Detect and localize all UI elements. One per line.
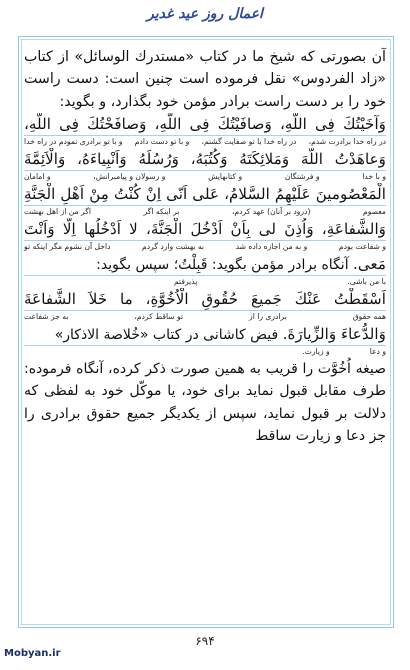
- translation-segment: و با تو برادری نمودم در راه خدا: [24, 137, 123, 147]
- translation-segment: به بهشت وارد گردم: [142, 242, 205, 252]
- translation-segment: معصوم: [363, 207, 386, 217]
- arabic-text: وَعاهَدْتُ اللّهَ وَمَلائِكَتَهُ وَكُتُبَهُ، وَرُسُلَهُ وَاَنْبِياءَهُ، وَالْاَئِمَّةَ: [24, 150, 386, 169]
- translation-segment: (درود بر آنان) عهد کردم،: [231, 207, 311, 217]
- arabic-line-5: [24, 288, 386, 322]
- arabic-line-2: [24, 148, 386, 182]
- translation-segment: برادری را از: [249, 312, 287, 322]
- intro-paragraph: آن بصورتى كه شيخ ما در كتاب «مستدرك الوسائل» از كتاب «زاد الفردوس» نقل فرموده است چنين است: دست راست خود را بر دست راست برادر مؤمن خود بگذارد، و بگويد:: [24, 49, 386, 110]
- translation-segment: با من باشی.: [347, 277, 386, 287]
- mixed-line: [24, 253, 386, 275]
- translation-segment: و رسولان و پیامبرانش،: [93, 172, 166, 182]
- translation-segment: پذیرفتم: [173, 277, 198, 287]
- arabic-line-ma-ai: [24, 253, 386, 287]
- arabic-text: وَالدُّعاءَ وَالزِّيارَةَ.: [282, 325, 386, 344]
- translation-row: [24, 275, 386, 287]
- translation-segment: به جز شفاعت: [24, 312, 69, 322]
- arabic-text: اَسْقَطْتُ عَنْكَ جَميعَ حُقُوقِ الْاُخُوَّةِ، ما خَلاَ الشَّفاعَةَ: [24, 290, 386, 309]
- translation-segment: تو ساقط کردم،: [134, 312, 184, 322]
- translation-segment: و دعا: [369, 347, 386, 357]
- translation-row: [24, 240, 386, 252]
- translation-segment: داخل آن نشوم مگر اینکه تو: [24, 242, 111, 252]
- translation-segment: و به من اجازه داده شد: [235, 242, 308, 252]
- translation-segment: و فرشتگان: [284, 172, 320, 182]
- arabic-line-4: [24, 218, 386, 252]
- translation-row: [24, 310, 386, 322]
- farsi-text: آنگاه برادر مؤمن بگويد: قَبِلْتُ؛ سپس بگويد:: [96, 257, 354, 274]
- arabic-line-6: [24, 323, 386, 357]
- translation-segment: و با تو دست دادم: [134, 137, 190, 147]
- page-number: ۶۹۴: [195, 634, 215, 648]
- translation-segment: در راه خدا با تو صفایت گشتم،: [201, 137, 297, 147]
- closing-paragraph: صيغه اُخُوَّت را قريب به همين صورت ذكر كرده، آنگاه فرموده: طرف مقابل قبول نمايد براى خود، يا موكّل خود به لفظى كه دلالت بر قبول نمايد، سپس از يكديگر جميع حقوق برادرى را جز دعا و زيارت ساقط: [24, 361, 386, 444]
- translation-row: [24, 345, 386, 357]
- farsi-text: فيض كاشانى در كتاب «خُلاصة الاذكار»: [54, 327, 283, 344]
- translation-row: [24, 205, 386, 217]
- mixed-line: [24, 323, 386, 345]
- arabic-line-3: [24, 183, 386, 217]
- page-content: [24, 46, 386, 461]
- translation-row: [24, 170, 386, 182]
- arabic-text: الْمَعْصُومينَ عَلَيْهِمُ السَّلامُ، عَلى اَنّى اِنْ كُنْتُ مِنْ اَهْلِ الْجَنَّةِ: [24, 185, 386, 204]
- translation-segment: و کتابهایش: [208, 172, 243, 182]
- translation-segment: و امامان: [24, 172, 51, 182]
- arabic-line-1: [24, 113, 386, 147]
- translation-row: [24, 135, 386, 147]
- arabic-text: وَالشَّفاعَةِ، وَاُذِنَ لى بِاَنْ اَدْخُلَ الْجَنَّةَ، لا اَدْخُلُها اِلّا وَاَنْتَ: [24, 220, 386, 239]
- arabic-text: مَعى.: [353, 255, 386, 274]
- page-header-title: اعمال روز عید غدیر: [147, 6, 263, 22]
- translation-segment: و شفاعت بودم: [338, 242, 386, 252]
- translation-segment: همه حقوق: [352, 312, 386, 322]
- translation-segment: و زیارت.: [302, 347, 330, 357]
- translation-segment: بر اینکه اگر: [143, 207, 180, 217]
- site-watermark: Mobyan.ir: [4, 648, 61, 659]
- translation-segment: و با خدا: [362, 172, 386, 182]
- arabic-text: وَآخَيْتُكَ فِى اللّهِ، وَصافَيْتُكَ فِى اللّهِ، وَصافَحْتُكَ فِى اللّهِ،: [24, 115, 386, 134]
- translation-segment: در راه خدا برادرت شدم،: [308, 137, 386, 147]
- translation-segment: اگر من از اهل بهشت: [24, 207, 91, 217]
